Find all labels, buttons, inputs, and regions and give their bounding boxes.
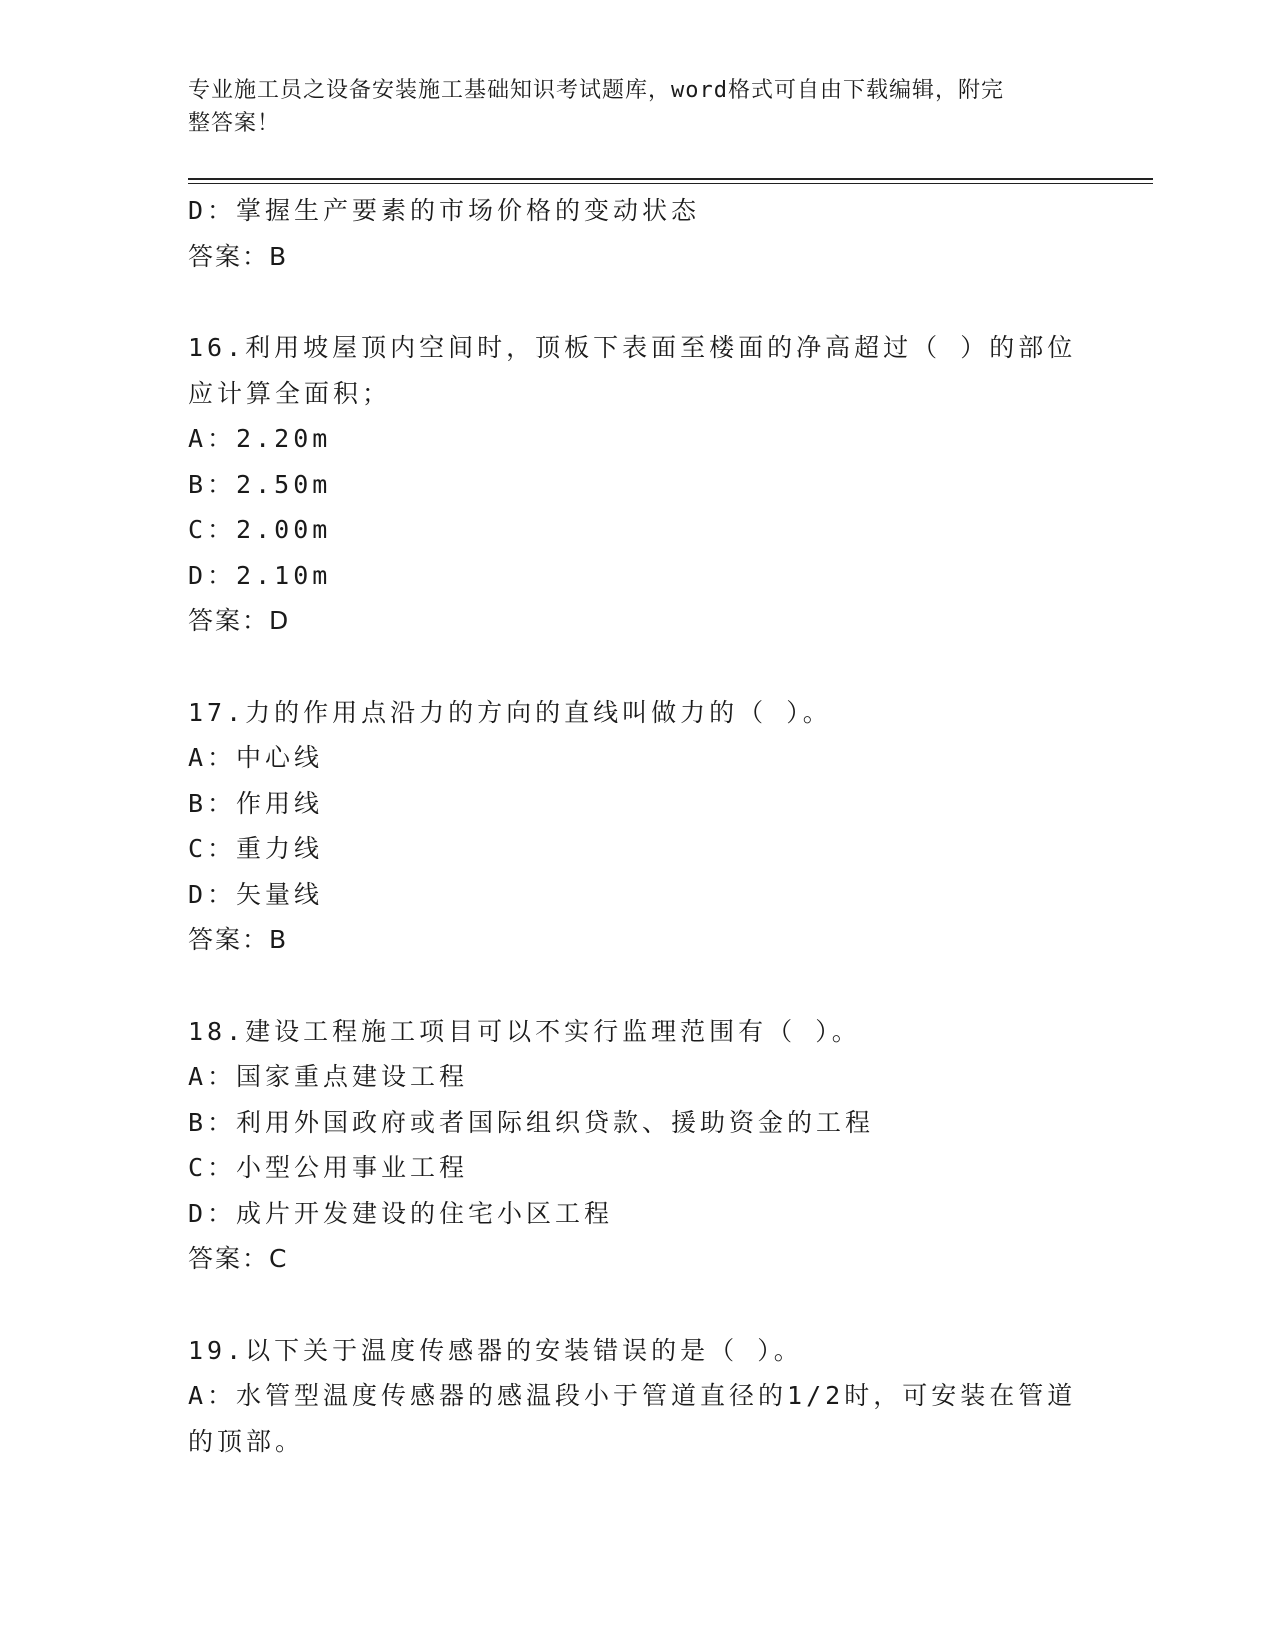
option-b: B：2.50m <box>188 469 332 499</box>
option-a: A：2.20m <box>188 424 332 453</box>
question-stem: 19.以下关于温度传感器的安装错误的是（ ）。 <box>188 1335 803 1365</box>
option-a: A：国家重点建设工程 <box>188 1062 469 1091</box>
page-header <box>188 74 1068 140</box>
answer-line: 答案：B <box>188 925 289 954</box>
question-stem: 18.建设工程施工项目可以不实行监理范围有（ ）。 <box>188 1016 861 1046</box>
answer-line: 答案：D <box>188 606 291 635</box>
previous-question-tail <box>188 188 1088 279</box>
exam-content <box>188 188 1088 1464</box>
answer-line: 答案：B <box>188 241 289 271</box>
question-17 <box>188 690 1088 963</box>
option-a: A：水管型温度传感器的感温段小于管道直径的1/2时，可安装在管道 <box>188 1381 1077 1410</box>
option-d: D：掌握生产要素的市场价格的变动状态 <box>188 196 701 225</box>
question-19 <box>188 1328 1088 1465</box>
option-d: D：2.10m <box>188 560 332 590</box>
question-stem: 16.利用坡屋顶内空间时，顶板下表面至楼面的净高超过（ ）的部位 <box>188 333 1077 362</box>
header-line-1: 专业施工员之设备安装施工基础知识考试题库，word格式可自由下载编辑，附完 <box>188 78 1004 103</box>
answer-line: 答案：C <box>188 1244 289 1273</box>
header-divider-thin <box>188 183 1153 184</box>
option-d: D：成片开发建设的住宅小区工程 <box>188 1198 614 1228</box>
question-stem: 17.力的作用点沿力的方向的直线叫做力的（ ）。 <box>188 697 832 727</box>
question-16 <box>188 325 1088 644</box>
option-c: C：小型公用事业工程 <box>188 1153 469 1182</box>
option-a-continued: 的顶部。 <box>188 1426 305 1456</box>
header-line-2: 整答案！ <box>188 111 281 136</box>
question-18 <box>188 1009 1088 1282</box>
header-divider-thick <box>188 178 1153 180</box>
option-d: D：矢量线 <box>188 879 324 909</box>
option-c: C：2.00m <box>188 515 332 544</box>
option-b: B：利用外国政府或者国际组织贷款、援助资金的工程 <box>188 1107 875 1137</box>
option-a: A：中心线 <box>188 743 324 772</box>
question-stem: 应计算全面积； <box>188 378 392 408</box>
option-c: C：重力线 <box>188 834 324 863</box>
option-b: B：作用线 <box>188 788 324 818</box>
